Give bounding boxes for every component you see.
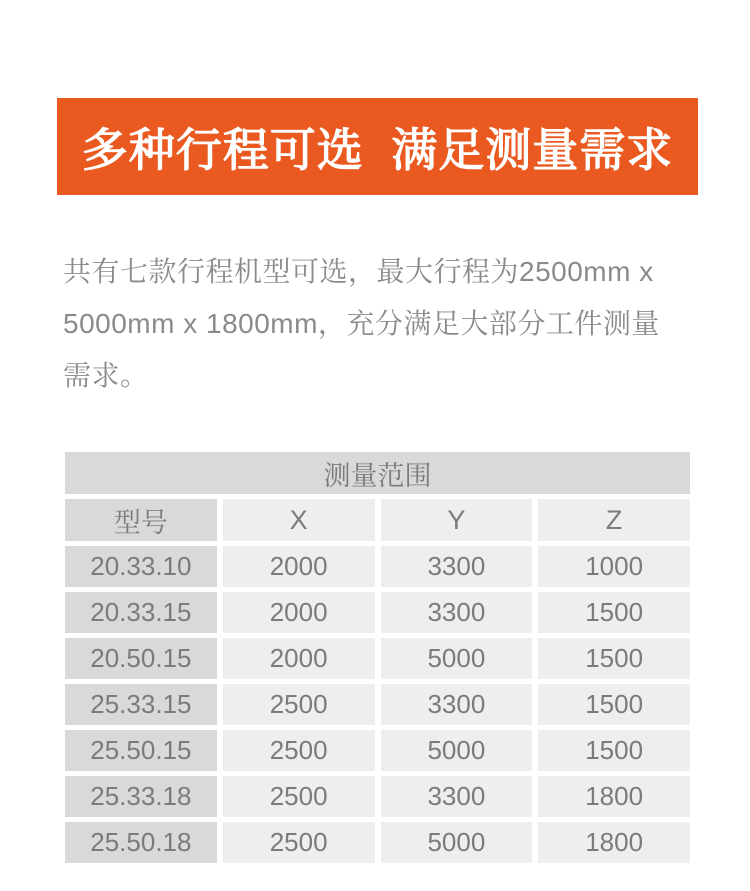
z-cell: 1800 xyxy=(538,776,690,817)
y-cell: 5000 xyxy=(381,822,533,863)
measurement-range-table xyxy=(65,452,690,863)
model-cell: 25.50.15 xyxy=(65,730,217,771)
x-cell: 2500 xyxy=(223,730,375,771)
description-line: 5000mm x 1800mm，充分满足大部分工件测量 xyxy=(63,308,660,339)
model-cell: 25.33.15 xyxy=(65,684,217,725)
y-cell: 5000 xyxy=(381,730,533,771)
model-cell: 20.50.15 xyxy=(65,638,217,679)
y-cell: 3300 xyxy=(381,592,533,633)
x-cell: 2000 xyxy=(223,638,375,679)
model-cell: 25.50.18 xyxy=(65,822,217,863)
z-cell: 1800 xyxy=(538,822,690,863)
description-line: 需求。 xyxy=(63,360,149,391)
description-paragraph xyxy=(63,246,695,402)
y-cell: 3300 xyxy=(381,776,533,817)
model-cell: 20.33.15 xyxy=(65,592,217,633)
column-header-y: Y xyxy=(381,499,533,541)
x-cell: 2000 xyxy=(223,592,375,633)
z-cell: 1500 xyxy=(538,684,690,725)
x-cell: 2500 xyxy=(223,776,375,817)
x-cell: 2500 xyxy=(223,822,375,863)
y-cell: 5000 xyxy=(381,638,533,679)
column-header-x: X xyxy=(223,499,375,541)
y-cell: 3300 xyxy=(381,546,533,587)
table-title: 测量范围 xyxy=(65,452,690,494)
x-cell: 2500 xyxy=(223,684,375,725)
description-line: 共有七款行程机型可选，最大行程为2500mm x xyxy=(63,256,654,287)
x-cell: 2000 xyxy=(223,546,375,587)
z-cell: 1500 xyxy=(538,638,690,679)
section-title: 多种行程可选 满足测量需求 xyxy=(81,123,674,176)
model-cell: 20.33.10 xyxy=(65,546,217,587)
y-cell: 3300 xyxy=(381,684,533,725)
model-cell: 25.33.18 xyxy=(65,776,217,817)
z-cell: 1000 xyxy=(538,546,690,587)
section-banner xyxy=(57,98,698,195)
column-header-model: 型号 xyxy=(65,499,217,541)
column-header-z: Z xyxy=(538,499,690,541)
z-cell: 1500 xyxy=(538,592,690,633)
z-cell: 1500 xyxy=(538,730,690,771)
